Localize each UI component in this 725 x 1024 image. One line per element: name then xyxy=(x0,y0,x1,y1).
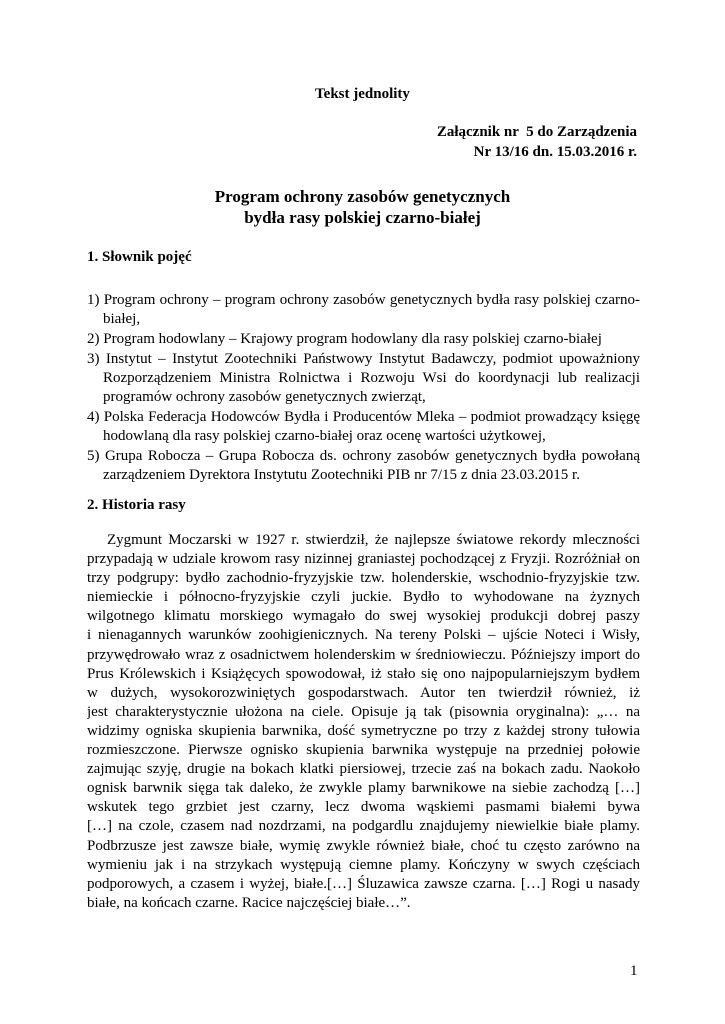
list-item-line: zarządzeniem Dyrektora Instytutu Zootechniki PIB nr 7/15 z dnia 23.03.2015 r. xyxy=(103,467,580,484)
paragraph-line: przypadają w udziale krowom rasy nizinnej graniastej pochodzącej z Fryzji. Rozróżniał on xyxy=(87,551,640,568)
section-2-heading: 2. Historia rasy xyxy=(87,497,186,513)
history-paragraph xyxy=(87,531,640,913)
paragraph-line: podporowych, a czasem i wyżej, białe.[…] Śluzawica zawsze czarna. […] Rogi u nasady xyxy=(87,875,640,892)
title-line-2: bydła rasy polskiej czarno-białej xyxy=(244,208,481,227)
paragraph-line: i nienagannych warunków zoohigienicznych. Na tereny Polski – ujście Noteci i Wisły, xyxy=(87,627,640,644)
annex-line-1: Załącznik nr 5 do Zarządzenia xyxy=(436,124,637,140)
paragraph-line: białe, na końcach czarne. Racice najczęściej białe…”. xyxy=(87,894,411,911)
paragraph-line: przywędrowało wraz z osadnictwem holenderskim w średniowieczu. Późniejszy import do xyxy=(87,646,640,663)
paragraph-line: jest charakterystycznie ułożona na ciele. Opisuje ją tak (pisownia oryginalna): „… na xyxy=(87,703,640,720)
annex-line-2: Nr 13/16 dn. 15.03.2016 r. xyxy=(473,144,637,160)
list-item xyxy=(87,330,640,349)
list-item-line: 4) Polska Federacja Hodowców Bydła i Producentów Mleka – podmiot prowadzący księgę xyxy=(87,408,640,425)
paragraph-line: w dużych, wysokorozwiniętych gospodarstwach. Autor ten twierdził również, iż xyxy=(87,684,640,701)
paragraph-line: zajmując szyję, drugie na bokach klatki piersiowej, trzecie zaś na bokach zadu. Naokoło xyxy=(87,761,640,778)
list-item-line: 3) Instytut – Instytut Zootechniki Państwowy Instytut Badawczy, podmiot upoważniony xyxy=(87,350,640,367)
list-item xyxy=(87,408,640,446)
definitions-list xyxy=(87,291,640,486)
paragraph-line: trzy podgrupy: bydło zachodnio-fryzyjskie tzw. holenderskie, wschodnio-fryzyjskie tzw. xyxy=(87,570,640,587)
page-number: 1 xyxy=(630,963,638,979)
list-item-line: 1) Program ochrony – program ochrony zasobów genetycznych bydła rasy polskiej czarno- xyxy=(87,292,640,308)
paragraph-line: rozmieszczone. Pierwsze ognisko skupienia barwnika występuje na przedniej połowie xyxy=(87,742,640,759)
paragraph-line: wskutek tego grzbiet jest czarny, lecz dwoma wąskiemi pasmami białemi bywa xyxy=(87,799,640,816)
paragraph-line: widzimy ogniska skupienia barwnika, dość symetryczne po trzy z każdej strony tułowia xyxy=(87,722,640,739)
paragraph-line: ognisk barwnik sięga tak daleko, że zwykle plamy barwnikowe na siebie zachodzą […] xyxy=(87,780,640,797)
document-title xyxy=(0,186,725,228)
paragraph-line: wymieniu jak i na strzykach występują ciemne plamy. Kończyny w swych częściach xyxy=(87,856,640,873)
list-item-line: białej, xyxy=(103,311,141,328)
paragraph-line: […] na czole, czasem nad nozdrzami, na podgardlu znajdujemy niewielkie białe plamy. xyxy=(87,818,640,835)
list-item-line: Rozporządzeniem Ministra Rolnictwa i Rozwoju Wsi do koordynacji lub realizacji xyxy=(103,369,640,386)
section-1-heading: 1. Słownik pojęć xyxy=(87,249,192,265)
document-label: Tekst jednolity xyxy=(315,86,410,102)
paragraph-line: wilgotnego klimatu morskiego wymagało do swej wysokiej produkcji dobrej paszy xyxy=(87,608,640,625)
paragraph-line: Prus Królewskich i Książęcych spowodował, iż stało się ono najpopularniejszym bydłem xyxy=(87,665,640,682)
list-item-line: programów ochrony zasobów genetycznych zwierząt, xyxy=(103,389,426,406)
paragraph-line: niemieckie i północno-fryzyjskie czyli juckie. Bydło to wyhodowane na żyznych xyxy=(87,589,640,606)
list-item-line: 5) Grupa Robocza – Grupa Robocza ds. ochrony zasobów genetycznych bydła powołaną xyxy=(87,447,640,464)
paragraph-line: Podbrzusze jest zawsze białe, wymię zwykle również białe, choć tu często zarówno na xyxy=(87,837,640,854)
list-item xyxy=(87,350,640,408)
list-item xyxy=(87,291,640,329)
list-item-line: hodowlaną dla rasy polskiej czarno-białej oraz ocenę wartości użytkowej, xyxy=(103,428,546,445)
paragraph-line: Zygmunt Moczarski w 1927 r. stwierdził, że najlepsze światowe rekordy mleczności xyxy=(107,532,640,548)
title-line-1: Program ochrony zasobów genetycznych xyxy=(214,187,511,206)
list-item xyxy=(87,447,640,485)
list-item-line: 2) Program hodowlany – Krajowy program hodowlany dla rasy polskiej czarno-białej xyxy=(87,330,602,347)
